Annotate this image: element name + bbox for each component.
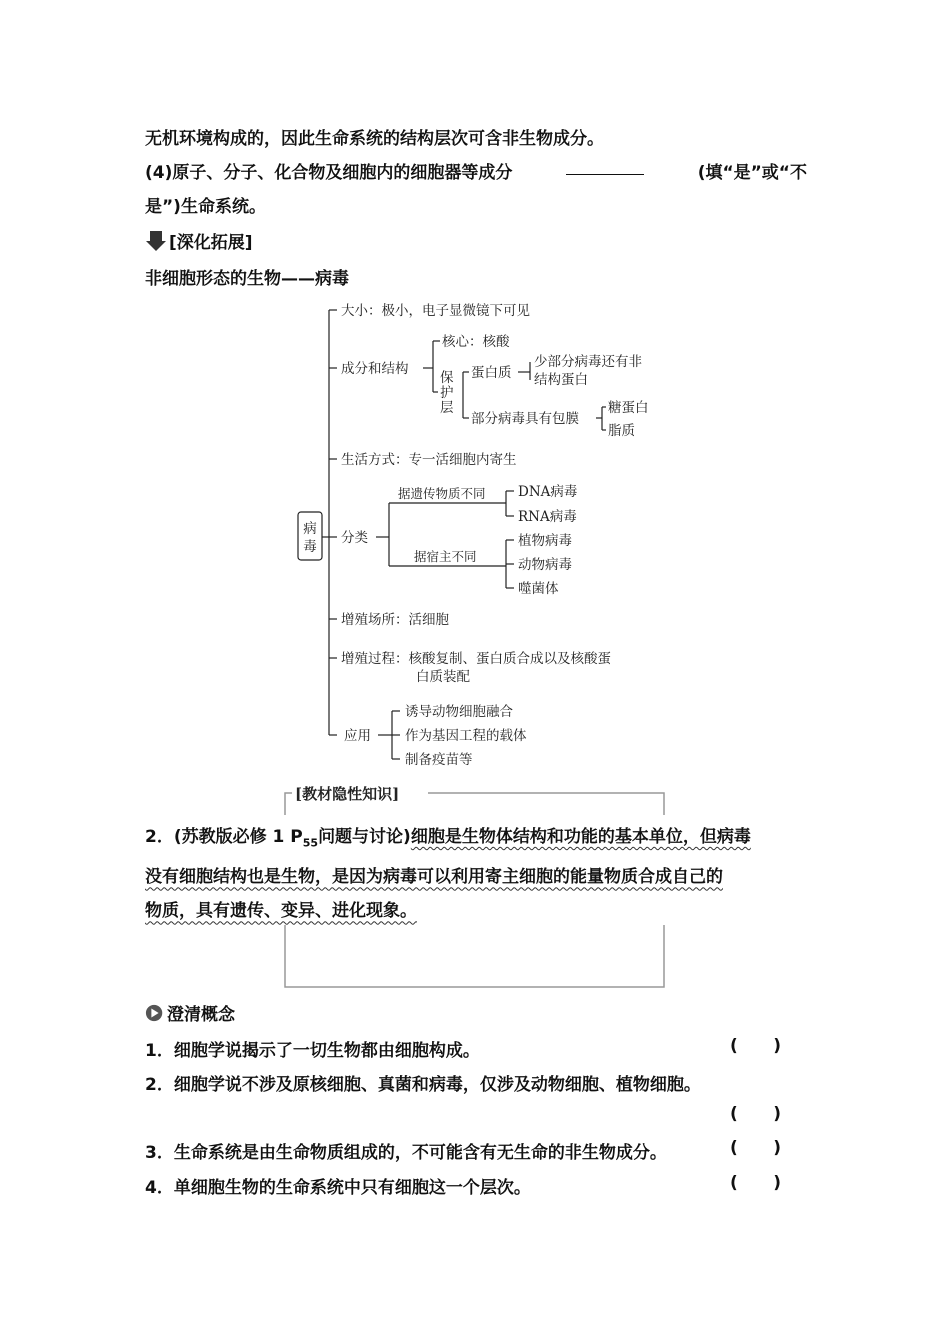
clarify-label: 澄清概念 <box>167 1005 235 1025</box>
source-ref: (苏教版必修 1 P <box>173 827 303 847</box>
textbook-text-3: 物质，具有遗传、变异、进化现象。 <box>145 901 417 922</box>
node-application: 应用 <box>344 728 371 744</box>
source-ref-end: 问题与讨论) <box>318 827 411 847</box>
node-shell-char: 护 <box>440 385 454 401</box>
item-number: 2． <box>145 827 174 847</box>
paren-close: ) <box>773 1138 782 1158</box>
paren-close: ) <box>773 1173 782 1193</box>
node-composition: 成分和结构 <box>341 361 409 377</box>
node-process: 白质装配 <box>416 669 470 685</box>
node-core: 核心：核酸 <box>442 334 510 350</box>
virus-subheading: 非细胞形态的生物——病毒 <box>145 269 349 289</box>
question-4-end: 是”)生命系统。 <box>145 197 266 217</box>
node-classification: 分类 <box>341 530 368 546</box>
root-char-1: 病 <box>303 521 317 537</box>
textbook-text-1: 细胞是生物体结构和功能的基本单位，但病毒 <box>410 827 751 847</box>
node-plant-virus: 植物病毒 <box>518 533 572 549</box>
node-site: 增殖场所：活细胞 <box>341 612 449 628</box>
node-by-host: 据宿主不同 <box>414 549 477 564</box>
node-app-3: 制备疫苗等 <box>405 752 473 768</box>
node-shell-char: 保 <box>440 370 454 386</box>
clarify-item: 1．细胞学说揭示了一切生物都由细胞构成。 <box>145 1041 480 1061</box>
textbook-line-1 <box>145 820 807 860</box>
root-char-2: 毒 <box>303 539 317 555</box>
node-process: 增殖过程：核酸复制、蛋白质合成以及核酸蛋 <box>341 651 611 667</box>
paren-open: ( <box>730 1173 738 1193</box>
node-app-1: 诱导动物细胞融合 <box>405 704 513 720</box>
node-app-2: 作为基因工程的载体 <box>405 728 527 744</box>
node-protein-note: 结构蛋白 <box>534 372 588 388</box>
paren-open: ( <box>730 1036 738 1056</box>
paren-close: ) <box>773 1104 782 1124</box>
node-shell-char: 层 <box>440 400 454 416</box>
node-phage: 噬菌体 <box>518 581 559 597</box>
paren-open: ( <box>730 1104 738 1124</box>
answer-parens[interactable] <box>730 1173 781 1193</box>
node-glycoprotein: 糖蛋白 <box>608 400 649 416</box>
node-lifestyle: 生活方式：专一活细胞内寄生 <box>341 452 517 468</box>
paren-close: ) <box>773 1036 782 1056</box>
clarify-heading <box>145 1000 235 1025</box>
answer-parens[interactable] <box>730 1138 781 1158</box>
play-circle-icon <box>145 1003 165 1023</box>
answer-parens[interactable] <box>730 1104 781 1124</box>
node-lipid: 脂质 <box>608 423 635 439</box>
question-4-hint: (填“是”或“不 <box>697 163 807 183</box>
node-size: 大小：极小，电子显微镜下可见 <box>341 303 530 319</box>
answer-parens[interactable] <box>730 1036 781 1056</box>
clarify-item: 2．细胞学说不涉及原核细胞、真菌和病毒，仅涉及动物细胞、植物细胞。 <box>145 1075 701 1095</box>
node-animal-virus: 动物病毒 <box>518 557 572 573</box>
textbook-box-title: [教材隐性知识] <box>295 785 400 803</box>
node-rna-virus: RNA病毒 <box>518 509 577 525</box>
textbook-paragraph <box>145 820 807 928</box>
node-by-genetic: 据遗传物质不同 <box>398 486 486 501</box>
node-protein: 蛋白质 <box>471 365 512 381</box>
node-protein-note: 少部分病毒还有非 <box>534 354 642 370</box>
textbook-text-2: 没有细胞结构也是生物，是因为病毒可以利用寄主细胞的能量物质合成自己的 <box>145 867 723 888</box>
question-4-text: (4)原子、分子、化合物及细胞内的细胞器等成分 <box>145 163 513 183</box>
node-envelope: 部分病毒具有包膜 <box>471 411 579 427</box>
clarify-item: 4．单细胞生物的生命系统中只有细胞这一个层次。 <box>145 1178 531 1198</box>
node-dna-virus: DNA病毒 <box>518 484 578 500</box>
source-page: 55 <box>302 836 319 850</box>
clarify-item: 3．生命系统是由生命物质组成的，不可能含有无生命的非生物成分。 <box>145 1143 667 1163</box>
intro-line-1: 无机环境构成的，因此生命系统的结构层次可含非生物成分。 <box>145 129 604 149</box>
deepen-label: [深化拓展] <box>169 233 253 253</box>
paren-open: ( <box>730 1138 738 1158</box>
